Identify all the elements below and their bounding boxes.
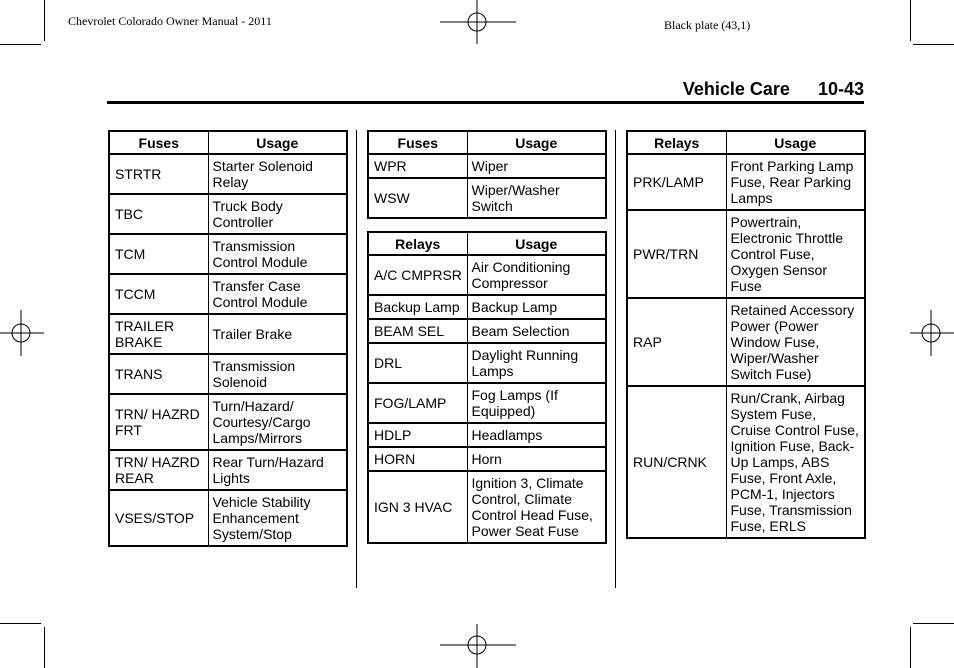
- page-number: 10-43: [817, 79, 864, 99]
- relay-name: RAP: [627, 298, 726, 386]
- table-row: [109, 314, 347, 354]
- relay-name: BEAM SEL: [368, 319, 467, 343]
- relay-usage: Beam Selection: [467, 319, 606, 343]
- fuse-usage: Turn/Hazard/ Courtesy/Cargo Lamps/Mirrors: [208, 394, 347, 450]
- fuse-usage: Wiper/Washer Switch: [467, 178, 606, 218]
- fuse-name: STRTR: [109, 154, 208, 194]
- crop-mark: [913, 623, 954, 624]
- fuse-name: TCM: [109, 234, 208, 274]
- table-row: [368, 319, 606, 343]
- table-row: [368, 423, 606, 447]
- relay-name: HORN: [368, 447, 467, 471]
- registration-mark-bottom: [440, 624, 516, 668]
- fuse-usage: Starter Solenoid Relay: [208, 154, 347, 194]
- crop-mark: [0, 44, 41, 45]
- crop-mark: [44, 0, 45, 41]
- relay-name: RUN/CRNK: [627, 386, 726, 538]
- fuse-usage: Trailer Brake: [208, 314, 347, 354]
- column-header: Fuses: [368, 131, 467, 154]
- table-row: [109, 450, 347, 490]
- header-rule: [107, 101, 864, 104]
- fuse-name: TRANS: [109, 354, 208, 394]
- relay-usage: Front Parking Lamp Fuse, Rear Parking Lamps: [726, 154, 865, 210]
- table-row: [368, 383, 606, 423]
- relay-table-2: [626, 130, 866, 539]
- relay-table-1: [367, 231, 607, 544]
- column-divider: [356, 130, 357, 588]
- table-row: [109, 194, 347, 234]
- table-row: [627, 386, 865, 538]
- table-row: [368, 154, 606, 178]
- fuse-usage: Rear Turn/Hazard Lights: [208, 450, 347, 490]
- table-row: [109, 394, 347, 450]
- section-title: Vehicle Care: [682, 79, 790, 99]
- fuse-usage: Transfer Case Control Module: [208, 274, 347, 314]
- relay-name: PWR/TRN: [627, 210, 726, 298]
- fuse-name: WPR: [368, 154, 467, 178]
- fuse-usage: Wiper: [467, 154, 606, 178]
- relay-name: FOG/LAMP: [368, 383, 467, 423]
- relay-name: PRK/LAMP: [627, 154, 726, 210]
- relay-usage: Air Conditioning Compressor: [467, 255, 606, 295]
- fuse-table-2: [367, 130, 607, 219]
- table-row: [368, 178, 606, 218]
- table-row: [627, 298, 865, 386]
- registration-mark-left: [0, 310, 44, 356]
- relay-usage: Backup Lamp: [467, 295, 606, 319]
- column-header: Fuses: [109, 131, 208, 154]
- manual-title: Chevrolet Colorado Owner Manual - 2011: [68, 14, 272, 28]
- table-row: [109, 354, 347, 394]
- table-row: [368, 447, 606, 471]
- table-row: [368, 255, 606, 295]
- crop-mark: [910, 627, 911, 668]
- fuse-table-1: [108, 130, 348, 547]
- table-row: [627, 154, 865, 210]
- crop-mark: [44, 627, 45, 668]
- registration-mark-right: [910, 310, 954, 356]
- fuse-name: TRN/ HAZRD FRT: [109, 394, 208, 450]
- table-row: [368, 343, 606, 383]
- table-row: [627, 210, 865, 298]
- section-header: [630, 79, 864, 100]
- table-row: [368, 471, 606, 543]
- relay-usage: Powertrain, Electronic Throttle Control Fuse, Oxygen Sensor Fuse: [726, 210, 865, 298]
- column-header: Relays: [368, 232, 467, 255]
- table-row: [368, 295, 606, 319]
- crop-mark: [0, 623, 41, 624]
- relay-name: HDLP: [368, 423, 467, 447]
- crop-mark: [913, 44, 954, 45]
- table-row: [109, 234, 347, 274]
- fuse-name: TCCM: [109, 274, 208, 314]
- relay-name: Backup Lamp: [368, 295, 467, 319]
- plate-label: Black plate (43,1): [664, 18, 751, 32]
- relay-name: IGN 3 HVAC: [368, 471, 467, 543]
- fuse-usage: Truck Body Controller: [208, 194, 347, 234]
- fuse-name: TRN/ HAZRD REAR: [109, 450, 208, 490]
- table-row: [109, 274, 347, 314]
- fuse-name: VSES/STOP: [109, 490, 208, 546]
- fuse-usage: Transmission Control Module: [208, 234, 347, 274]
- column-header: Usage: [726, 131, 865, 154]
- relay-usage: Retained Accessory Power (Power Window Fuse, Wiper/Washer Switch Fuse): [726, 298, 865, 386]
- relay-usage: Headlamps: [467, 423, 606, 447]
- relay-name: A/C CMPRSR: [368, 255, 467, 295]
- fuse-name: TBC: [109, 194, 208, 234]
- relay-usage: Daylight Running Lamps: [467, 343, 606, 383]
- fuse-name: WSW: [368, 178, 467, 218]
- column-divider: [615, 130, 616, 588]
- relay-usage: Run/Crank, Airbag System Fuse, Cruise Control Fuse, Ignition Fuse, Back-Up Lamps, ABS Fuse, Front Axle, PCM-1, Injectors Fuse, Transmission Fuse, ERLS: [726, 386, 865, 538]
- table-row: [109, 154, 347, 194]
- relay-usage: Ignition 3, Climate Control, Climate Control Head Fuse, Power Seat Fuse: [467, 471, 606, 543]
- relay-usage: Horn: [467, 447, 606, 471]
- relay-usage: Fog Lamps (If Equipped): [467, 383, 606, 423]
- fuse-usage: Vehicle Stability Enhancement System/Stop: [208, 490, 347, 546]
- table-row: [109, 490, 347, 546]
- column-header: Usage: [467, 232, 606, 255]
- registration-mark-top: [440, 0, 516, 44]
- relay-name: DRL: [368, 343, 467, 383]
- column-header: Usage: [467, 131, 606, 154]
- column-header: Relays: [627, 131, 726, 154]
- fuse-name: TRAILER BRAKE: [109, 314, 208, 354]
- column-header: Usage: [208, 131, 347, 154]
- crop-mark: [910, 0, 911, 41]
- fuse-usage: Transmission Solenoid: [208, 354, 347, 394]
